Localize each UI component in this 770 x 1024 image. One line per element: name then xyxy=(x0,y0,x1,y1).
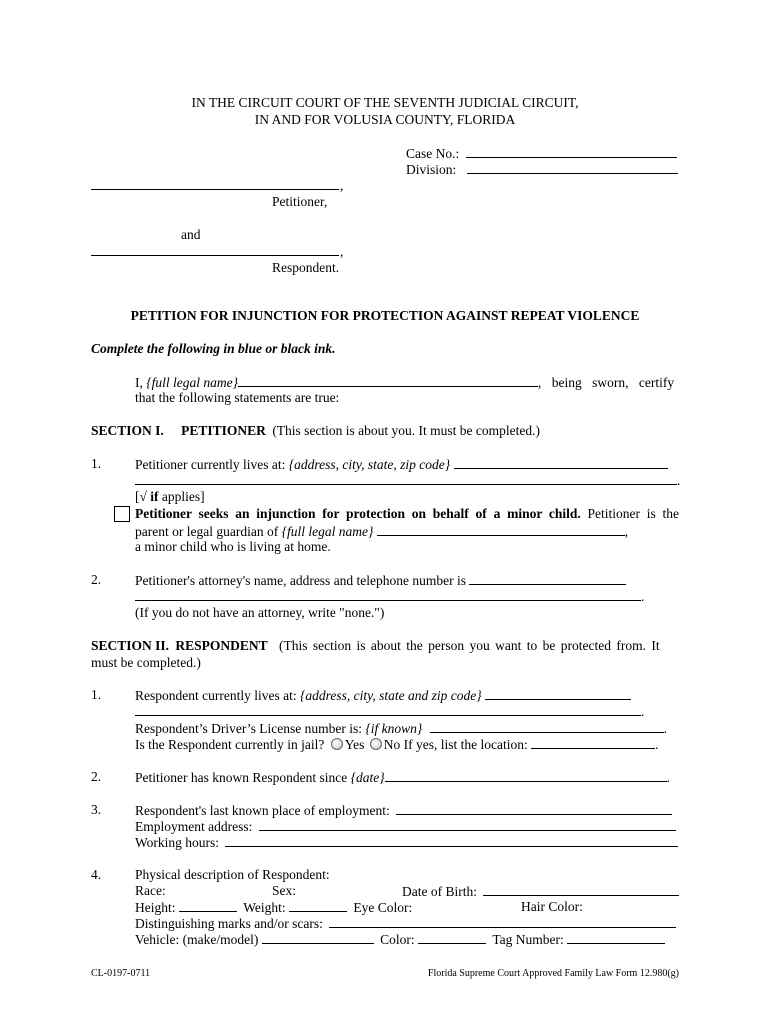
section2-note: (This section is about the person you want to be protected from. It xyxy=(279,638,660,653)
section2-item3-number: 3. xyxy=(91,802,102,817)
petitioner-label: Petitioner, xyxy=(272,194,328,209)
minor-name-field[interactable] xyxy=(377,523,625,536)
section1-item2-number: 2. xyxy=(91,572,102,587)
attorney-label: Petitioner's attorney's name, address and telephone number is xyxy=(135,573,467,588)
respondent-name-field[interactable] xyxy=(91,255,339,256)
weight-label: Weight: xyxy=(243,900,286,915)
section2-item4-number: 4. xyxy=(91,867,102,882)
period: . xyxy=(655,737,659,752)
if-applies-note xyxy=(135,489,205,505)
comma: , xyxy=(624,524,629,539)
respondent-address-hint: {address, city, state and zip code} xyxy=(299,688,482,703)
tag-number-field[interactable] xyxy=(567,931,665,944)
oath-line2: that the following statements are true: xyxy=(135,390,340,405)
minor-child-parent-text: Petitioner is the xyxy=(587,506,679,521)
document-title: PETITION FOR INJUNCTION FOR PROTECTION AGAINST REPEAT VIOLENCE xyxy=(130,308,640,323)
case-no-row xyxy=(406,145,677,162)
case-no-field[interactable] xyxy=(466,145,677,158)
and-label: and xyxy=(181,227,201,242)
if-applies-close: applies] xyxy=(161,489,205,504)
section1-item1-row xyxy=(135,456,668,473)
jail-question: Is the Respondent currently in jail? xyxy=(135,737,325,752)
height-label: Height: xyxy=(135,900,176,915)
guardian-of-text: parent or legal guardian of xyxy=(135,524,279,539)
physical-description-label: Physical description of Respondent: xyxy=(135,867,330,882)
oath-line1 xyxy=(135,374,674,391)
section2-item2-number: 2. xyxy=(91,769,102,784)
section2-item1-row xyxy=(135,687,631,704)
petitioner-name-field[interactable] xyxy=(91,189,339,190)
marks-row xyxy=(135,915,676,932)
division-label: Division: xyxy=(406,162,457,177)
jail-yes-label: Yes xyxy=(344,737,365,752)
race-label: Race: xyxy=(135,883,166,898)
petitioner-address-hint: {address, city, state, zip code} xyxy=(288,457,451,472)
known-since-hint: {date} xyxy=(350,770,385,785)
section1-number: SECTION I. xyxy=(91,423,164,438)
dob-row xyxy=(402,883,679,900)
petitioner-comma: , xyxy=(340,178,344,193)
form-code: CL-0197-0711 xyxy=(91,968,151,979)
if-applies-bold: if xyxy=(150,489,159,504)
dob-field[interactable] xyxy=(483,883,679,896)
known-since-row xyxy=(135,769,670,786)
working-hours-field[interactable] xyxy=(225,834,678,847)
period: . xyxy=(641,589,645,604)
section2-heading xyxy=(91,638,679,654)
marks-field[interactable] xyxy=(329,915,676,928)
section2-title: RESPONDENT xyxy=(175,638,268,653)
jail-location-label: If yes, list the location: xyxy=(403,737,528,752)
section2-item1-number: 1. xyxy=(91,687,102,702)
minor-name-hint: {full legal name} xyxy=(281,524,374,539)
marks-label: Distinguishing marks and/or scars: xyxy=(135,916,323,931)
respondent-address-label: Respondent currently lives at: xyxy=(135,688,297,703)
form-approval: Florida Supreme Court Approved Family Law Form 12.980(g) xyxy=(427,968,679,979)
known-since-label: Petitioner has known Respondent since xyxy=(135,770,348,785)
period: . xyxy=(641,704,645,719)
if-applies-open: [√ xyxy=(135,489,147,504)
minor-child-line2 xyxy=(135,523,628,540)
respondent-address-field[interactable] xyxy=(485,687,631,700)
attorney-field[interactable] xyxy=(469,572,626,585)
vehicle-row xyxy=(135,931,665,948)
sex-label: Sex: xyxy=(272,883,297,898)
employment-address-row xyxy=(135,818,676,835)
petitioner-address-field-line2[interactable] xyxy=(135,484,677,485)
vehicle-color-label: Color: xyxy=(380,932,415,947)
period: . xyxy=(663,721,668,736)
court-header-line1: IN THE CIRCUIT COURT OF THE SEVENTH JUDICIAL CIRCUIT, xyxy=(191,95,579,110)
minor-child-statement: Petitioner seeks an injunction for protection on behalf of a minor child. xyxy=(135,506,581,521)
court-header-line2: IN AND FOR VOLUSIA COUNTY, FLORIDA xyxy=(254,112,516,127)
license-label: Respondent’s Driver’s License number is: xyxy=(135,721,362,736)
working-hours-row xyxy=(135,834,678,851)
section1-title: PETITIONER xyxy=(181,423,266,438)
petitioner-address-field[interactable] xyxy=(454,456,668,469)
period: . xyxy=(677,473,681,488)
vehicle-label: Vehicle: (make/model) xyxy=(135,932,259,947)
full-legal-name-field[interactable] xyxy=(238,374,538,387)
respondent-address-field-line2[interactable] xyxy=(135,715,641,716)
height-field[interactable] xyxy=(179,899,237,912)
minor-child-line3: a minor child who is living at home. xyxy=(135,539,331,554)
jail-location-field[interactable] xyxy=(531,736,655,749)
attorney-note: (If you do not have an attorney, write "none.") xyxy=(135,605,385,620)
period: . xyxy=(666,770,671,785)
jail-no-label: No xyxy=(383,737,401,752)
attorney-field-line2[interactable] xyxy=(135,600,641,601)
employment-field[interactable] xyxy=(396,802,672,815)
section2-number: SECTION II. xyxy=(91,638,170,653)
petitioner-address-label: Petitioner currently lives at: xyxy=(135,457,286,472)
section1-item1-number: 1. xyxy=(91,456,102,471)
employment-row xyxy=(135,802,672,819)
oath-suffix: , being sworn, certify xyxy=(538,375,675,390)
minor-child-checkbox[interactable] xyxy=(114,506,130,522)
full-legal-name-hint: {full legal name} xyxy=(146,375,239,390)
weight-field[interactable] xyxy=(289,899,347,912)
hair-color-label: Hair Color: xyxy=(521,899,583,914)
section2-note-line2: must be completed.) xyxy=(91,655,201,670)
jail-row xyxy=(135,736,658,753)
section1-note: (This section is about you. It must be completed.) xyxy=(272,423,541,438)
vehicle-color-field[interactable] xyxy=(418,931,486,944)
section1-item2-row xyxy=(135,572,626,589)
section1-heading xyxy=(91,423,540,439)
license-hint: {if known} xyxy=(365,721,423,736)
respondent-label: Respondent. xyxy=(272,260,340,275)
oath-prefix: I, xyxy=(135,375,143,390)
eye-color-label: Eye Color: xyxy=(353,900,413,915)
working-hours-label: Working hours: xyxy=(135,835,220,850)
jail-no-radio[interactable] xyxy=(370,738,382,750)
license-row xyxy=(135,720,667,737)
employment-address-field[interactable] xyxy=(259,818,676,831)
license-field[interactable] xyxy=(430,720,664,733)
division-field[interactable] xyxy=(467,161,678,174)
tag-number-label: Tag Number: xyxy=(492,932,564,947)
employment-address-label: Employment address: xyxy=(135,819,253,834)
division-row xyxy=(406,161,678,178)
known-since-field[interactable] xyxy=(385,769,667,782)
employment-label: Respondent's last known place of employment: xyxy=(135,803,390,818)
height-weight-row xyxy=(135,899,412,916)
case-no-label: Case No.: xyxy=(406,146,460,161)
respondent-comma: , xyxy=(340,244,344,259)
jail-yes-radio[interactable] xyxy=(331,738,343,750)
ink-instruction: Complete the following in blue or black ink. xyxy=(91,341,336,356)
vehicle-field[interactable] xyxy=(262,931,374,944)
dob-label: Date of Birth: xyxy=(402,884,477,899)
minor-child-line1 xyxy=(135,506,679,522)
